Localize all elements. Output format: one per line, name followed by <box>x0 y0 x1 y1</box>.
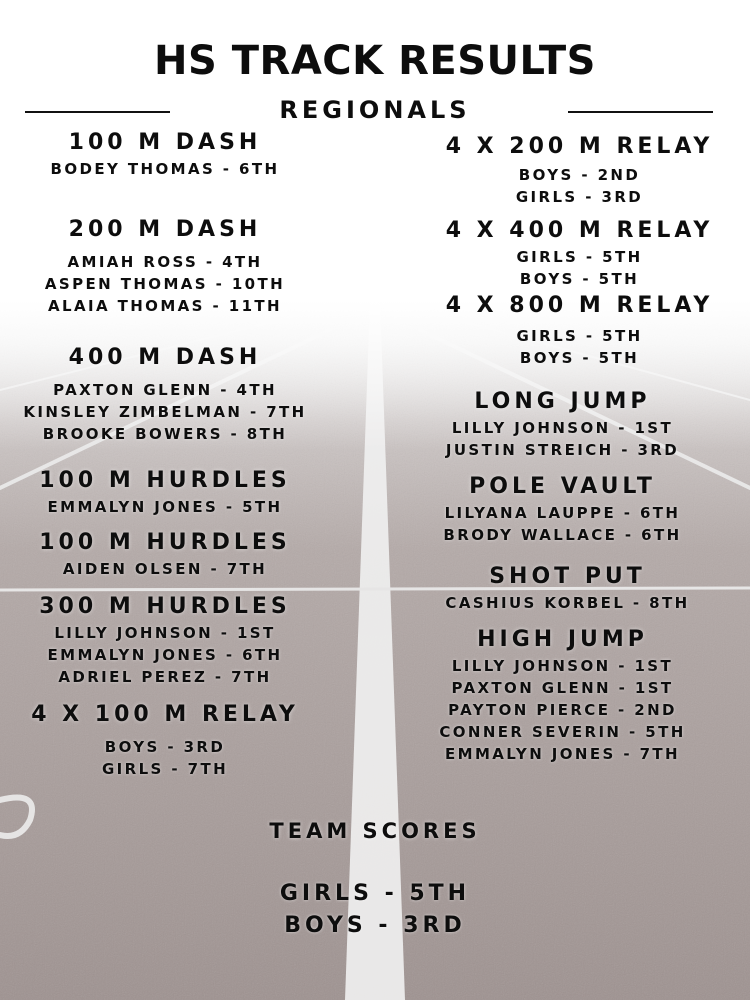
result-line: BOYS - 5TH <box>519 349 640 367</box>
page-subtitle: REGIONALS <box>279 96 471 124</box>
event-heading: HIGH JUMP <box>477 627 648 652</box>
result-line: LILLY JOHNSON - 1ST <box>54 624 276 642</box>
event-pole-vault <box>395 472 730 546</box>
result-line: BOYS - 3RD <box>104 738 226 756</box>
divider-right <box>568 111 713 113</box>
result-line: AMIAH ROSS - 4TH <box>67 253 263 271</box>
result-line: PAYTON PIERCE - 2ND <box>448 701 677 719</box>
event-400m-dash <box>0 343 330 445</box>
result-line: GIRLS - 5TH <box>516 248 643 266</box>
event-4x800m-relay <box>412 291 747 369</box>
event-4x200m-relay <box>412 132 747 208</box>
divider-left <box>25 111 170 113</box>
result-line: PAXTON GLENN - 1ST <box>451 679 674 697</box>
result-line: ASPEN THOMAS - 10TH <box>44 275 286 293</box>
event-100m-hurdles-girls <box>0 466 330 518</box>
result-line: LILLY JOHNSON - 1ST <box>451 419 674 437</box>
team-scores <box>0 816 750 942</box>
result-line: BODEY THOMAS - 6TH <box>50 160 280 178</box>
result-line: ADRIEL PEREZ - 7TH <box>58 668 272 686</box>
result-line: CASHIUS KORBEL - 8TH <box>445 594 690 612</box>
result-line: BOYS - 5TH <box>519 270 640 288</box>
event-heading: 4 X 400 M RELAY <box>445 218 714 243</box>
result-line: EMMALYN JONES - 6TH <box>47 646 283 664</box>
result-line: EMMALYN JONES - 5TH <box>47 498 283 516</box>
event-300m-hurdles <box>0 592 330 688</box>
result-line: KINSLEY ZIMBELMAN - 7TH <box>23 403 307 421</box>
event-heading: SHOT PUT <box>489 564 646 589</box>
event-heading: 100 M HURDLES <box>39 468 291 493</box>
event-4x400m-relay <box>412 216 747 290</box>
result-line: GIRLS - 5TH <box>516 327 643 345</box>
event-heading: 300 M HURDLES <box>39 594 291 619</box>
result-line: EMMALYN JONES - 7TH <box>445 745 680 763</box>
event-heading: LONG JUMP <box>474 389 651 414</box>
result-line: BRODY WALLACE - 6TH <box>443 526 682 544</box>
event-100m-hurdles-boys <box>0 528 330 580</box>
event-200m-dash <box>0 215 330 317</box>
result-line: PAXTON GLENN - 4TH <box>53 381 277 399</box>
event-long-jump <box>395 387 730 461</box>
result-line: GIRLS - 3RD <box>515 188 644 206</box>
result-line: AIDEN OLSEN - 7TH <box>62 560 268 578</box>
event-heading: 200 M DASH <box>68 217 262 242</box>
team-scores-heading: TEAM SCORES <box>269 819 481 843</box>
event-heading: 100 M DASH <box>68 130 262 155</box>
team-score-girls: GIRLS - 5TH <box>279 881 471 906</box>
event-heading: 4 X 200 M RELAY <box>445 134 714 159</box>
result-line: ALAIA THOMAS - 11TH <box>48 297 282 315</box>
event-heading: POLE VAULT <box>469 474 656 499</box>
result-line: LILLY JOHNSON - 1ST <box>451 657 674 675</box>
event-100m-dash <box>0 128 330 180</box>
result-line: BROOKE BOWERS - 8TH <box>42 425 288 443</box>
event-high-jump <box>395 625 730 765</box>
team-score-boys: BOYS - 3RD <box>284 913 466 938</box>
result-line: JUSTIN STREICH - 3RD <box>445 441 680 459</box>
result-line: LILYANA LAUPPE - 6TH <box>444 504 681 522</box>
event-heading: 400 M DASH <box>68 345 262 370</box>
page-title: HS TRACK RESULTS <box>154 38 596 84</box>
event-4x100m-relay <box>0 700 330 780</box>
result-line: GIRLS - 7TH <box>101 760 229 778</box>
event-shot-put <box>400 562 735 614</box>
event-heading: 4 X 800 M RELAY <box>445 293 714 318</box>
result-line: BOYS - 2ND <box>518 166 641 184</box>
event-heading: 4 X 100 M RELAY <box>31 702 299 727</box>
result-line: CONNER SEVERIN - 5TH <box>439 723 686 741</box>
event-heading: 100 M HURDLES <box>39 530 291 555</box>
